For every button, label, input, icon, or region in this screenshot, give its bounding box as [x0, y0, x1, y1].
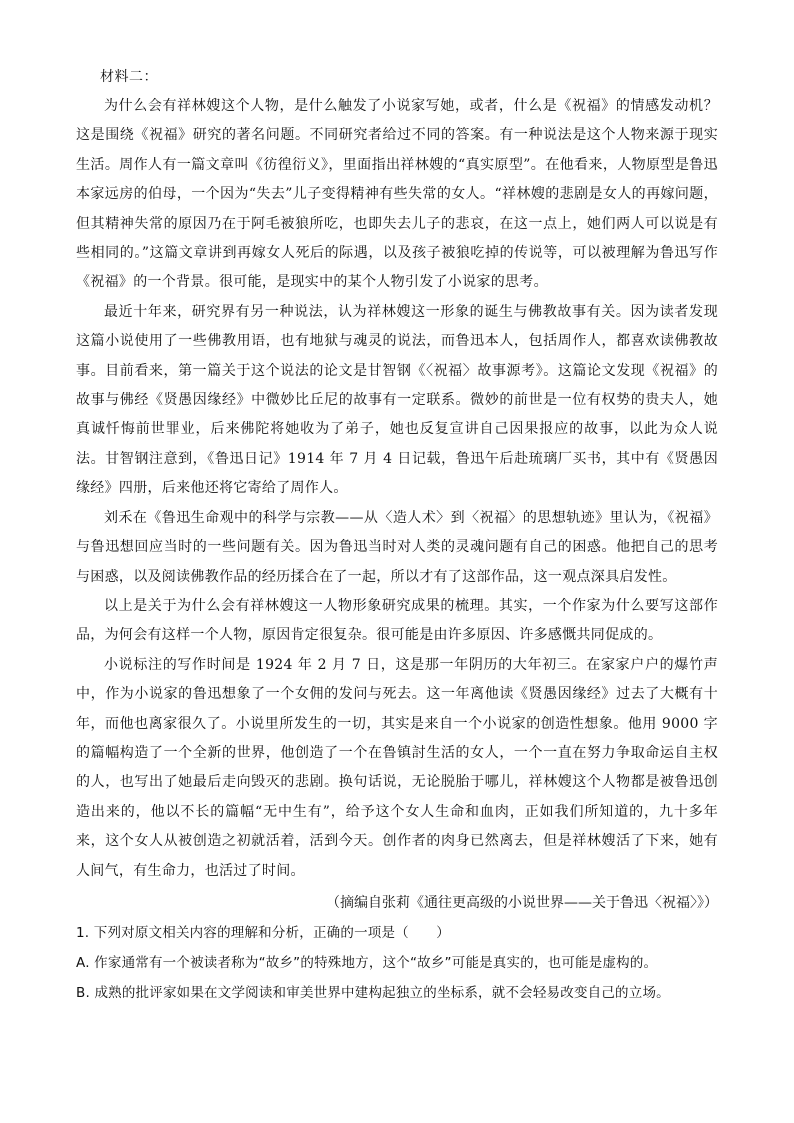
source-citation: （摘编自张莉《通往更高级的小说世界——关于鲁迅〈祝福〉》） [326, 894, 718, 911]
option-a: A. 作家通常有一个被读者称为“故乡”的特殊地方，这个“故乡”可能是真实的，也可能是虚构的。 [76, 954, 658, 971]
question-stem: 1. 下列对原文相关内容的理解和分析，正确的一项是（ ） [76, 924, 450, 941]
option-b: B. 成熟的批评家如果在文学阅读和审美世界中建构起独立的坐标系，就不会轻易改变自己的立场。 [76, 984, 670, 1001]
paragraph-1: 为什么会有祥林嫂这个人物，是什么触发了小说家写她，或者，什么是《祝福》的情感发动机？这是围绕《祝福》研究的著名问题。不同研究者给过不同的答案。有一种说法是这个人物来源于现实生活。周作人有一篇文章叫《彷徨衍义》，里面指出祥林嫂的“真实原型”。在他看来，人物原型是鲁迅本家远房的伯母，一个因为“失去”儿子变得精神有些失常的女人。“祥林嫂的悲剧是女人的再嫁问题，但其精神失常的原因乃在于阿毛被狼所吃，也即失去儿子的悲哀，在这一点上，她们两人可以说是有些相同的。”这篇文章讲到再嫁女人死后的际遇，以及孩子被狼吃掉的传说等，可以被理解为鲁迅写作《祝福》的一个背景。很可能，是现实中的某个人物引发了小说家的思考。 [76, 98, 718, 291]
paragraph-2: 最近十年来，研究界有另一种说法，认为祥林嫂这一形象的诞生与佛教故事有关。因为读者发现这篇小说使用了一些佛教用语，也有地狱与魂灵的说法，而鲁迅本人，包括周作人，都喜欢读佛教故事。目前看来，第一篇关于这个说法的论文是甘智钢《〈祝福〉故事源考》。这篇论文发现《祝福》的故事与佛经《贤愚因缘经》中微妙比丘尼的故事有一定联系。微妙的前世是一位有权势的贵夫人，她真诚忏悔前世罪业，后来佛陀将她收为了弟子，她也反复宣讲自己因果报应的故事，以此为众人说法。甘智钢注意到，《鲁迅日记》1914 年 7 月 4 日记载，鲁迅午后赴琉璃厂买书，其中有《贤愚因缘经》四册，后来他还将它寄给了周作人。 [76, 303, 718, 497]
paragraph-3: 刘禾在《鲁迅生命观中的科学与宗教——从〈造人术〉到〈祝福〉的思想轨迹》里认为，《祝福》与鲁迅想回应当时的一些问题有关。因为鲁迅当时对人类的灵魂问题有自己的困惑。他把自己的思考与困惑，以及阅读佛教作品的经历揉合在了一起，所以才有了这部作品，这一观点深具启发性。 [76, 509, 718, 585]
paragraph-5: 小说标注的写作时间是 1924 年 2 月 7 日，这是那一年阴历的大年初三。在家家户户的爆竹声中，作为小说家的鲁迅想象了一个女佣的发问与死去。这一年离他读《贤愚因缘经》过去了大概有十年，而他也离家很久了。小说里所发生的一切，其实是来自一个小说家的创造性想象。他用 9000 字的篇幅构造了一个全新的世界，他创造了一个在鲁镇討生活的女人，一个一直在努力争取命运自主权的人，也写出了她最后走向毁灭的悲剧。换句话说，无论脱胎于哪儿，祥林嫂这个人物都是被鲁迅创造出来的，他以不长的篇幅“无中生有”，给予这个女人生命和血肉，正如我们所知道的，九十多年来，这个女人从被创造之初就活着，活到今天。创作者的肉身已然离去，但是祥林嫂活了下来，她有人间气，有生命力，也活过了时间。 [76, 656, 718, 879]
paragraph-4: 以上是关于为什么会有祥林嫂这一人物形象研究成果的梳理。其实，一个作家为什么要写这部作品，为何会有这样一个人物，原因肯定很复杂。很可能是由许多原因、许多感慨共同促成的。 [76, 597, 718, 644]
material-heading: 材料二： [100, 69, 158, 85]
